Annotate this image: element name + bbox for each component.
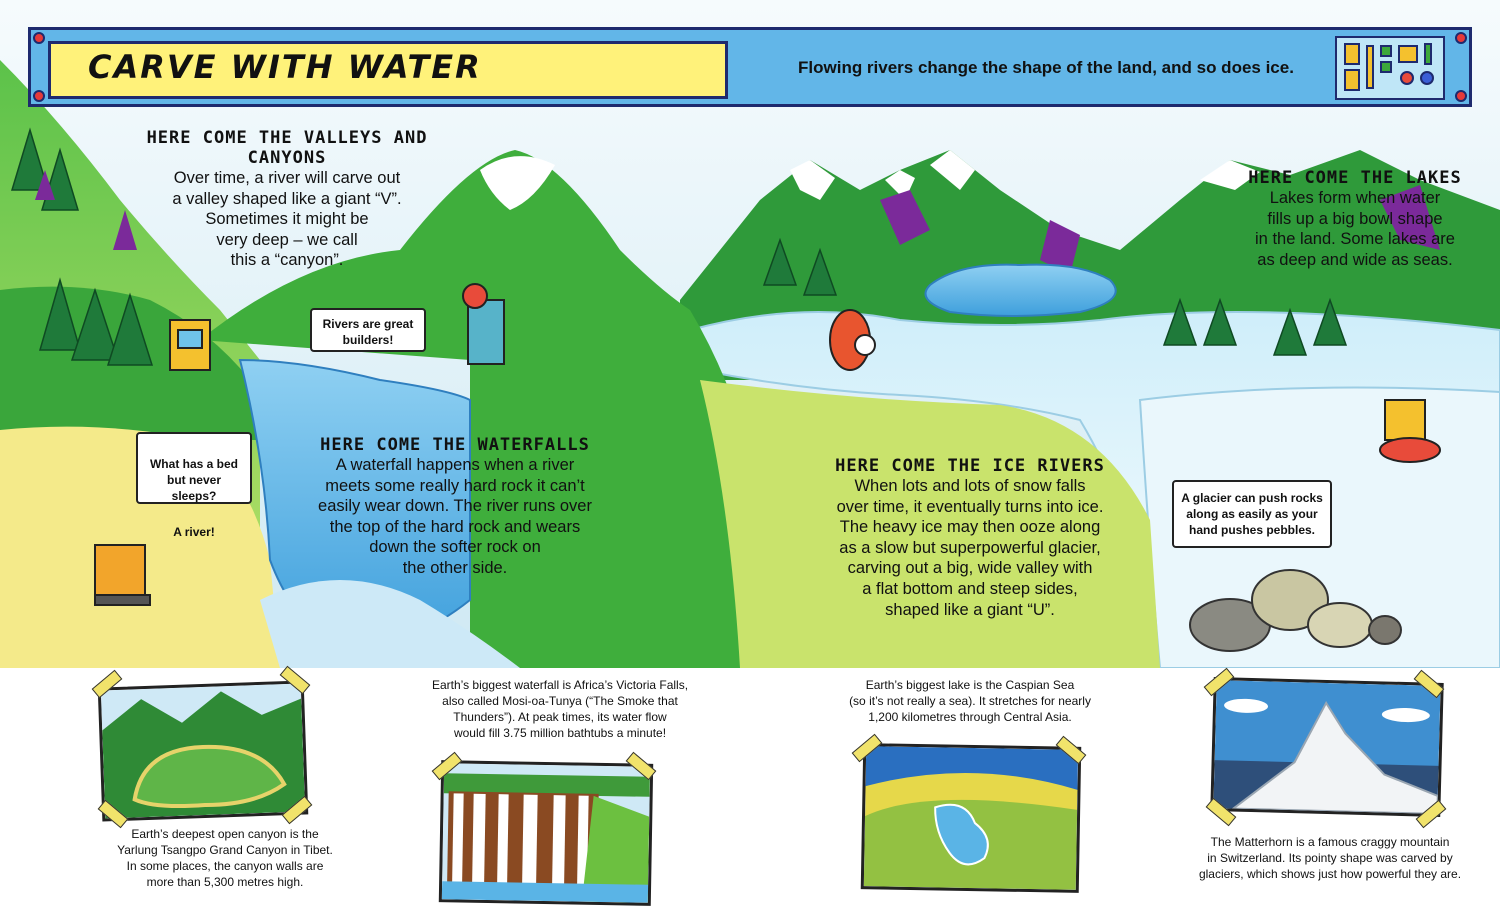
falls-photo xyxy=(439,760,653,906)
fact-canyon: Earth’s deepest open canyon is the Yarlung Tsangpo Grand Canyon in Tibet. In some places, the canyon walls are more than 5,300 metres high. xyxy=(117,827,333,889)
rivet-icon xyxy=(33,32,45,44)
section-ice-rivers xyxy=(810,456,1130,620)
section-heading: HERE COME THE VALLEYS AND CANYONS xyxy=(146,128,428,168)
fact-falls: Earth’s biggest waterfall is Africa’s Victoria Falls, also called Mosi-oa-Tunya (“The Smoke that Thunders”). At peak times, its water flow would fill 3.75 million bathtubs a minute! xyxy=(431,678,689,740)
section-heading: HERE COME THE LAKES xyxy=(1248,168,1462,188)
riddle-answer: A river! xyxy=(173,525,215,539)
section-body: Over time, a river will carve out a valley shaped like a giant “V”. Sometimes it might be very deep – we call this a “canyon”. xyxy=(172,169,402,270)
section-lakes xyxy=(1225,168,1485,270)
section-body: Lakes form when water fills up a big bowl shape in the land. Some lakes are as deep and wide as seas. xyxy=(1255,189,1455,269)
riddle-question: What has a bed but never sleeps? xyxy=(149,457,238,503)
section-body: When lots and lots of snow falls over time, it eventually turns into ice. The heavy ice may then ooze along as a slow but superpowerful glacier, carving out a big, wide valley with a flat bottom and steep sides, shaped like a giant “U”. xyxy=(836,477,1104,619)
fact-matterhorn: The Matterhorn is a famous craggy mountain in Switzerland. Its pointy shape was carved by glaciers, which shows just how powerful they are. xyxy=(1198,835,1462,881)
control-panel-icon xyxy=(1335,36,1445,100)
speech-bubble-glacier: A glacier can push rocks along as easily as your hand pushes pebbles. xyxy=(1172,480,1332,548)
section-body: A waterfall happens when a river meets some really hard rock it can’t easily wear down. The river runs over the top of the hard rock and wears down the softer rock on the other side. xyxy=(318,456,592,577)
section-waterfalls xyxy=(300,435,610,579)
rivet-icon xyxy=(33,90,45,102)
page-title: CARVE WITH WATER xyxy=(88,48,482,86)
rivet-icon xyxy=(1455,90,1467,102)
fact-lake: Earth’s biggest lake is the Caspian Sea (so it’s not really a sea). It stretches for nearly 1,200 kilometres through Central Asia. xyxy=(849,678,1091,724)
section-heading: HERE COME THE WATERFALLS xyxy=(320,435,590,455)
matterhorn-photo xyxy=(1210,677,1443,817)
speech-bubble-builders: Rivers are great builders! xyxy=(310,308,426,352)
canyon-photo xyxy=(98,680,309,821)
section-heading: HERE COME THE ICE RIVERS xyxy=(835,456,1105,476)
section-valleys xyxy=(112,128,462,271)
speech-bubble-riddle xyxy=(136,432,252,539)
lake-photo xyxy=(861,743,1082,893)
rivet-icon xyxy=(1455,32,1467,44)
page-subtitle: Flowing rivers change the shape of the land, and so does ice. xyxy=(798,58,1294,77)
